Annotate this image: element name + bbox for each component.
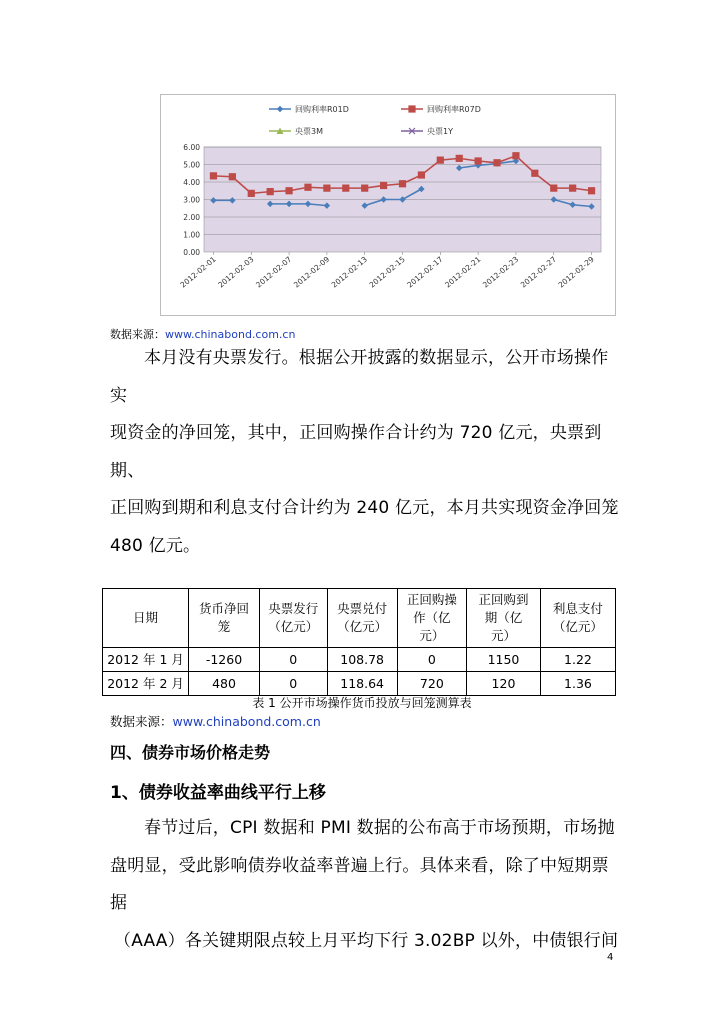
x-tick-label: 2012-02-23 xyxy=(481,254,521,290)
chart-svg xyxy=(161,95,617,317)
table-header-cell: 央票发行 （亿元） xyxy=(259,589,327,648)
source-note-2 xyxy=(110,712,321,730)
table-header-cell: 正回购到 期（亿 元） xyxy=(467,589,541,648)
data-point xyxy=(277,106,283,112)
para-line: 480 亿元。 xyxy=(110,535,201,556)
table-cell: 2012 年 2 月 xyxy=(103,672,189,696)
x-tick-label: 2012-02-29 xyxy=(556,254,596,290)
source-link[interactable]: www.chinabond.com.cn xyxy=(172,714,321,729)
table-caption: 表 1 公开市场操作货币投放与回笼测算表 xyxy=(252,696,472,710)
y-axis-ticks xyxy=(183,143,200,257)
table-header-cell: 日期 xyxy=(103,589,189,648)
subsection-heading: 1、债券收益率曲线平行上移 xyxy=(110,783,326,803)
table-body xyxy=(103,648,616,696)
x-tick-label: 2012-02-21 xyxy=(443,254,483,290)
table-cell: 0 xyxy=(259,672,327,696)
legend-item xyxy=(401,126,453,136)
x-tick-label: 2012-02-27 xyxy=(518,254,559,290)
data-point xyxy=(210,172,217,179)
data-point xyxy=(531,170,538,177)
section-heading: 四、债券市场价格走势 xyxy=(110,743,271,762)
table-cell: 0 xyxy=(397,648,466,672)
para-line: 本月没有央票发行。根据公开披露的数据显示，公开市场操作实 xyxy=(110,348,609,406)
table-cell: 1.36 xyxy=(540,672,615,696)
table-cell: 2012 年 1 月 xyxy=(103,648,189,672)
source-label: 数据来源： xyxy=(110,328,165,341)
x-tick-label: 2012-02-13 xyxy=(329,254,369,290)
source-label: 数据来源： xyxy=(110,714,173,729)
data-point xyxy=(408,105,415,112)
y-tick-label: 3.00 xyxy=(183,195,200,205)
y-tick-label: 5.00 xyxy=(183,160,200,170)
x-tick-label: 2012-02-15 xyxy=(367,254,407,290)
y-tick-label: 2.00 xyxy=(183,213,200,222)
para-line: 现资金的净回笼，其中，正回购操作合计约为 720 亿元，央票到期、 xyxy=(110,423,602,481)
legend-label: 回购利率R07D xyxy=(427,105,481,114)
table-cell: 120 xyxy=(467,672,541,696)
table-cell: 0 xyxy=(259,648,327,672)
y-tick-label: 4.00 xyxy=(183,178,200,187)
table-cell: -1260 xyxy=(189,648,260,672)
data-point xyxy=(475,157,482,164)
para-line: 春节过后，CPI 数据和 PMI 数据的公布高于市场预期，市场抛 xyxy=(144,818,615,838)
open-market-table xyxy=(102,588,616,696)
table-cell: 480 xyxy=(189,672,260,696)
x-tick-label: 2012-02-17 xyxy=(405,254,445,290)
legend-item xyxy=(401,104,481,114)
y-tick-label: 6.00 xyxy=(183,143,200,152)
data-point xyxy=(512,152,519,159)
table-cell: 1.22 xyxy=(540,648,615,672)
y-tick-label: 1.00 xyxy=(183,230,200,240)
paragraph-open-market xyxy=(110,340,620,565)
x-tick-label: 2012-02-01 xyxy=(178,254,218,290)
legend-label: 回购利率R01D xyxy=(295,105,349,114)
table-header-row xyxy=(103,589,616,648)
data-point xyxy=(342,185,349,192)
data-point xyxy=(361,185,368,192)
data-point xyxy=(380,182,387,189)
para-line: 盘明显，受此影响债券收益率普遍上行。具体来看，除了中短期票据 xyxy=(110,855,609,913)
table-row xyxy=(103,672,616,696)
legend-item xyxy=(269,126,323,136)
chart-legend xyxy=(269,104,481,136)
data-point xyxy=(588,187,595,194)
table-cell: 720 xyxy=(397,672,466,696)
table-header-cell: 利息支付 （亿元） xyxy=(540,589,615,648)
data-point xyxy=(437,157,444,164)
table-header-cell: 正回购操 作（亿 元） xyxy=(397,589,466,648)
data-point xyxy=(304,184,311,191)
paragraph-bond-market xyxy=(110,810,620,960)
para-line: 正回购到期和利息支付合计约为 240 亿元，本月共实现资金净回笼 xyxy=(110,498,619,518)
yield-chart xyxy=(160,94,616,316)
legend-label: 央票3M xyxy=(295,127,323,136)
table-cell: 108.78 xyxy=(327,648,397,672)
para-line: （AAA）各关键期限点较上月平均下行 3.02BP 以外，中债银行间 xyxy=(114,930,619,951)
source-link[interactable]: www.chinabond.com.cn xyxy=(165,328,296,341)
table-header-cell: 央票兑付 （亿元） xyxy=(327,589,397,648)
data-point xyxy=(550,185,557,192)
x-tick-label: 2012-02-03 xyxy=(216,254,256,290)
legend-label: 央票1Y xyxy=(427,127,453,136)
data-point xyxy=(569,185,576,192)
data-point xyxy=(285,187,292,194)
table-header-cell: 货币净回 笼 xyxy=(189,589,260,648)
x-tick-label: 2012-02-09 xyxy=(291,254,332,290)
table-cell: 1150 xyxy=(467,648,541,672)
table-row xyxy=(103,648,616,672)
data-point xyxy=(456,155,463,162)
data-point xyxy=(323,185,330,192)
data-point xyxy=(399,180,406,187)
table-cell: 118.64 xyxy=(327,672,397,696)
data-point xyxy=(493,159,500,166)
data-point xyxy=(418,171,425,178)
data-point xyxy=(248,190,255,197)
data-point xyxy=(267,188,274,195)
page-number: 4 xyxy=(607,952,614,963)
data-point xyxy=(229,173,236,180)
y-tick-label: 0.00 xyxy=(183,248,200,257)
x-axis-ticks xyxy=(179,252,596,290)
legend-item xyxy=(269,104,349,114)
x-tick-label: 2012-02-07 xyxy=(254,254,294,290)
